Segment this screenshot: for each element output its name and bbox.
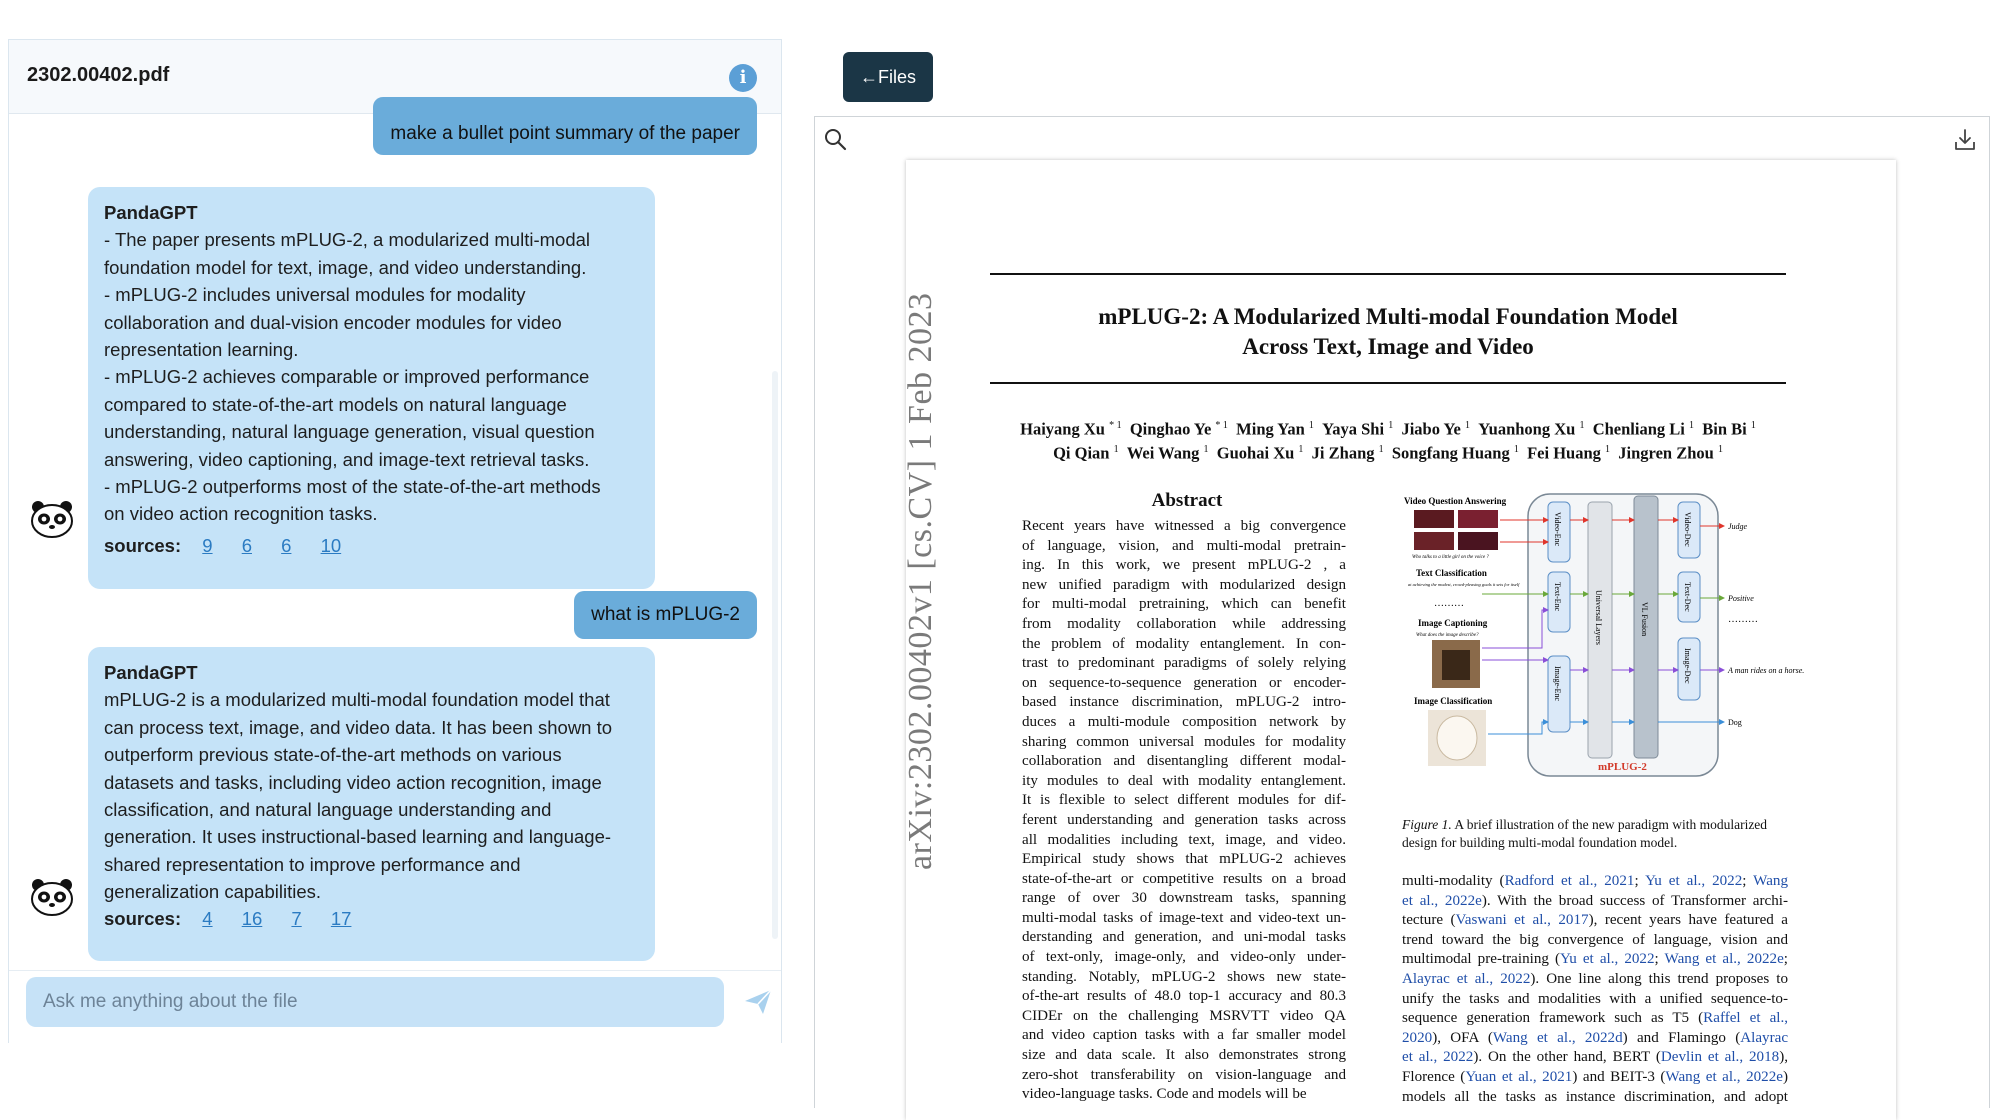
- bot-message-text: [104, 686, 639, 905]
- body-text-line: [1402, 892, 1788, 912]
- body-text-line: [1402, 990, 1788, 1010]
- body-text-segment: ) and BEIT-3 (: [1572, 1068, 1666, 1085]
- figure-ellipsis: ………: [1728, 614, 1758, 625]
- author-affiliation: 1: [1203, 443, 1209, 455]
- abstract-line: ferent understanding and generation tasks across: [1022, 811, 1346, 828]
- source-link[interactable]: 16: [241, 908, 263, 929]
- abstract-line: CIDEr on the challenging MSRVTT video QA: [1022, 1007, 1346, 1024]
- abstract-line: standing. Notably, mPLUG-2 shows new state-: [1022, 968, 1346, 985]
- abstract-line: the problem of modality entanglement. In con-: [1022, 635, 1346, 652]
- body-text-segment: ;: [1654, 951, 1665, 968]
- paper-title-line: mPLUG-2: A Modularized Multi-modal Foundation Model: [1098, 304, 1678, 329]
- figure-universal-label: Universal Layers: [1594, 590, 1603, 645]
- figure-video-frame: [1414, 510, 1454, 528]
- author-name: Chenliang Li: [1584, 419, 1689, 439]
- abstract-line: duces a multi-module composition network by: [1022, 713, 1346, 730]
- body-text-segment: ;: [1783, 951, 1788, 968]
- panda-avatar-icon: [29, 499, 75, 539]
- author-name: Jiabo Ye: [1393, 419, 1465, 439]
- files-back-button[interactable]: ←Files: [843, 52, 933, 102]
- figure-video-frame: [1458, 532, 1498, 550]
- abstract-line: Recent years have witnessed a big convergence: [1022, 518, 1346, 534]
- abstract-line: zero-shot transferability on vision-language and: [1022, 1066, 1346, 1083]
- citation-link[interactable]: Radford et al., 2021: [1504, 873, 1635, 889]
- abstract-line: state-of-the-art or competitive results on a broad: [1022, 870, 1346, 887]
- bot-message-line: answering, video captioning, and image-text retrieval tasks.: [104, 448, 590, 470]
- figure-caption-question: What does the image describe?: [1416, 633, 1479, 638]
- abstract-line: based instance discrimination, mPLUG-2 intro-: [1022, 694, 1346, 711]
- sources-label: sources:: [104, 908, 182, 929]
- body-text-segment: ), OFA (: [1432, 1029, 1493, 1046]
- source-link[interactable]: 9: [202, 535, 213, 556]
- search-icon[interactable]: [823, 127, 847, 151]
- abstract-line: multi-modal tasks of image-text and video-text un-: [1022, 909, 1346, 926]
- author-affiliation: 1: [1579, 420, 1585, 431]
- bot-message-line: generalization capabilities.: [104, 881, 321, 903]
- body-text-segment: ) and Flamingo (: [1622, 1029, 1741, 1046]
- body-text-segment: ). One line along this trend proposes to: [1530, 970, 1789, 987]
- message-list[interactable]: [9, 115, 781, 970]
- source-link[interactable]: 17: [330, 908, 352, 929]
- body-text-segment: models all the tasks as instance discrimination, and adopt: [1402, 1088, 1788, 1105]
- abstract-heading: Abstract: [1151, 490, 1223, 511]
- body-text-line: [1402, 970, 1788, 990]
- figure-task-label: Text Classification: [1416, 568, 1487, 578]
- figure-video-frame: [1458, 510, 1498, 528]
- source-link[interactable]: 4: [202, 908, 213, 929]
- body-text-segment: ;: [1742, 873, 1754, 889]
- figure-dog-image: [1437, 716, 1477, 760]
- abstract-line: of-the-art results of 48.0 top-1 accuracy and 80.3: [1022, 988, 1346, 1005]
- author-affiliation: 1: [1688, 420, 1694, 431]
- abstract-line: Empirical study shows that mPLUG-2 achieves: [1022, 851, 1346, 868]
- figure-task-label: Video Question Answering: [1404, 496, 1507, 506]
- author-name: Haiyang Xu: [1020, 419, 1110, 439]
- body-text-line: [1402, 1048, 1788, 1068]
- abstract-line: ity modules to deal with modality entanglement.: [1022, 772, 1346, 789]
- title-rule: [990, 273, 1786, 275]
- abstract-line: of language, vision, and multi-modal pretrain-: [1022, 537, 1346, 554]
- author-affiliation: 1: [1113, 443, 1119, 455]
- figure-video-frame: [1414, 532, 1454, 550]
- bot-message-line: outperform previous state-of-the-art methods on various: [104, 744, 562, 766]
- bot-message-line: representation learning.: [104, 339, 299, 361]
- author-affiliation: 1: [1308, 420, 1314, 431]
- abstract-line: collaboration and disentangling different modal-: [1022, 753, 1346, 770]
- bot-message: [88, 187, 655, 589]
- arxiv-stamp: arXiv:2302.00402v1 [cs.CV] 1 Feb 2023: [902, 292, 939, 870]
- abstract-line: for multi-modal pretraining, which can benefit: [1022, 596, 1346, 613]
- source-link[interactable]: 6: [281, 535, 292, 556]
- body-text-line: [1402, 1029, 1788, 1049]
- author-affiliation: 1: [1717, 443, 1723, 455]
- bot-name: PandaGPT: [104, 202, 198, 223]
- author-affiliation: 1: [1298, 443, 1304, 455]
- citation-link[interactable]: Wang et al., 2022d: [1492, 1029, 1623, 1046]
- body-text-segment: multimodal pre-training (: [1402, 951, 1561, 968]
- abstract-line: trast to predominant paradigms of solely relying: [1022, 655, 1346, 672]
- body-text-segment: tecture (: [1402, 912, 1456, 929]
- author-name: Songfang Huang: [1383, 443, 1514, 462]
- author-affiliation: 1: [1750, 420, 1756, 431]
- figure-text-example: at achieving the modest, crowd-pleasing goals it sets for itself: [1408, 582, 1520, 587]
- abstract-line: It is flexible to select different modules for dif-: [1022, 792, 1346, 809]
- info-icon[interactable]: i: [729, 64, 757, 92]
- title-rule: [990, 382, 1786, 384]
- body-text-segment: trend toward the big convergence of language, vision and: [1402, 931, 1788, 948]
- figure-task-label: Image Captioning: [1418, 618, 1488, 628]
- author-name: Wei Wang: [1118, 443, 1204, 462]
- citation-link[interactable]: et al., 2022e: [1402, 892, 1482, 909]
- figure-video-question: Who talks to a little girl on the voice ?: [1412, 555, 1489, 560]
- author-affiliation: * 1: [1215, 420, 1228, 431]
- body-text-line: [1402, 931, 1788, 951]
- authors-line: [990, 440, 1786, 464]
- abstract-text: [1022, 517, 1346, 1105]
- citation-link[interactable]: Yu et al., 2022: [1645, 873, 1743, 889]
- input-row: [9, 970, 781, 1044]
- abstract-line: ing. In this work, we present mPLUG-2 , a: [1022, 557, 1346, 574]
- body-text-segment: multi-modality (: [1402, 873, 1505, 889]
- file-name-title: 2302.00402.pdf: [27, 64, 170, 86]
- figure-caption-text: design for building multi-modal foundation model.: [1402, 835, 1678, 850]
- citation-link[interactable]: 2020: [1402, 1029, 1433, 1046]
- author-name: Qinghao Ye: [1121, 419, 1216, 439]
- bot-message-line: on video action recognition tasks.: [104, 503, 378, 525]
- author-affiliation: 1: [1388, 420, 1394, 431]
- abstract-line: of text-only, image-only, and video-only under-: [1022, 949, 1346, 966]
- figure-caption-label: Figure 1.: [1402, 817, 1452, 832]
- bot-message-line: mPLUG-2 is a modularized multi-modal foundation model that: [104, 689, 610, 711]
- figure-output-label: Dog: [1728, 718, 1742, 727]
- body-text-segment: ). On the other hand, BERT (: [1473, 1049, 1661, 1066]
- citation-link[interactable]: Yuan et al., 2021: [1465, 1068, 1573, 1085]
- figure-horse-image: [1442, 650, 1470, 680]
- bot-message-line: understanding, natural language generation, visual question: [104, 421, 595, 443]
- bot-message-line: - mPLUG-2 achieves comparable or improved performance: [104, 366, 590, 388]
- abstract-line: new unified paradigm with modularized design: [1022, 576, 1346, 593]
- paper-authors: [990, 416, 1786, 463]
- abstract-line: and video caption tasks with a far smaller model: [1022, 1027, 1346, 1044]
- citation-link[interactable]: Alayrac et al., 2022: [1402, 970, 1531, 987]
- citation-link[interactable]: Wang: [1753, 873, 1788, 889]
- figure-1-diagram: [1402, 490, 1842, 780]
- bot-message-line: classification, and natural language understanding and: [104, 799, 552, 821]
- figure-output-label: A man rides on a horse.: [1728, 666, 1805, 675]
- bot-message-line: generation. It uses instructional-based learning and language-: [104, 826, 612, 848]
- figure-encoder-label: Video-Enc: [1553, 512, 1562, 547]
- author-name: Yuanhong Xu: [1470, 419, 1580, 439]
- bot-message-line: - mPLUG-2 includes universal modules for modality: [104, 284, 526, 306]
- author-name: Ming Yan: [1227, 419, 1309, 439]
- send-icon[interactable]: [743, 987, 773, 1017]
- figure-output-label: Judge: [1728, 522, 1748, 531]
- body-text-segment: Florence (: [1402, 1068, 1466, 1085]
- author-name: Yaya Shi: [1313, 419, 1389, 439]
- body-text-segment: ): [1782, 1068, 1788, 1085]
- figure-task-label: Image Classification: [1414, 696, 1493, 706]
- figure-encoder-label: Text-Enc: [1553, 582, 1562, 612]
- body-text-segment: ), recent years have featured a: [1588, 912, 1788, 929]
- figure-ellipsis: ………: [1434, 598, 1464, 609]
- source-link[interactable]: 7: [291, 908, 302, 929]
- sources-row: [104, 905, 351, 932]
- abstract-line: size and data scale. It also demonstrates strong: [1022, 1047, 1346, 1064]
- author-name: Jingren Zhou: [1610, 443, 1718, 462]
- bot-message-line: datasets and tasks, including video action recognition, image: [104, 771, 602, 793]
- author-name: Bin Bi: [1693, 419, 1751, 439]
- citation-link[interactable]: Alayrac: [1740, 1029, 1789, 1046]
- author-affiliation: * 1: [1109, 420, 1122, 431]
- user-message: what is mPLUG-2: [574, 591, 757, 639]
- abstract-line: derstanding and generation, and uni-modal tasks: [1022, 929, 1346, 946]
- body-text-segment: ;: [1634, 873, 1646, 889]
- bot-message-line: - mPLUG-2 outperforms most of the state-of-the-art methods: [104, 476, 601, 498]
- citation-link[interactable]: Wang et al., 2022e: [1664, 951, 1784, 968]
- citation-link[interactable]: Vaswani et al., 2017: [1455, 912, 1589, 929]
- body-text-segment: ),: [1779, 1049, 1788, 1066]
- chat-panel: [8, 39, 782, 1043]
- source-link[interactable]: 6: [241, 535, 252, 556]
- authors-line: [990, 416, 1786, 440]
- body-text-right-column: [1402, 872, 1788, 1107]
- sources-row: [104, 532, 341, 559]
- abstract-line: on sequence-to-sequence generation or encoder-: [1022, 674, 1346, 691]
- bot-message-text: [104, 226, 639, 527]
- figure-decoder-label: Text-Dec: [1683, 582, 1692, 612]
- bot-message-line: collaboration and dual-vision encoder modules for video: [104, 311, 562, 333]
- figure-model-label: mPLUG-2: [1598, 761, 1647, 773]
- chat-input[interactable]: [26, 977, 724, 1027]
- body-text-line: [1402, 1068, 1788, 1088]
- body-text-line: [1402, 872, 1788, 892]
- bot-message-line: foundation model for text, image, and video understanding.: [104, 256, 587, 278]
- scrollbar-thumb[interactable]: [772, 371, 778, 939]
- bot-message-line: compared to state-of-the-art models on natural language: [104, 393, 567, 415]
- author-affiliation: 1: [1513, 443, 1519, 455]
- figure-caption-text: A brief illustration of the new paradigm with modularized: [1451, 817, 1768, 832]
- sources-label: sources:: [104, 535, 182, 556]
- abstract-line: from modality collaboration while addressing: [1022, 615, 1346, 632]
- figure-caption: [1402, 816, 1812, 852]
- citation-link[interactable]: Wang et al., 2022e: [1665, 1068, 1783, 1085]
- panda-avatar-icon: [29, 877, 75, 917]
- citation-link[interactable]: Devlin et al., 2018: [1660, 1049, 1780, 1066]
- body-text-line: [1402, 1009, 1788, 1029]
- citation-link[interactable]: Raffel et al.,: [1703, 1010, 1789, 1027]
- abstract-line: sharing common universal modules for modality: [1022, 733, 1346, 750]
- bot-message-line: can process text, image, and video data. It has been shown to: [104, 716, 613, 738]
- body-text-line: [1402, 911, 1788, 931]
- paper-title-line: Across Text, Image and Video: [1242, 334, 1534, 359]
- abstract-line: all modalities including text, image, and video.: [1022, 831, 1346, 848]
- figure-fusion-label: VL Fusion: [1640, 602, 1649, 637]
- paper-title: [990, 302, 1786, 362]
- author-affiliation: 1: [1605, 443, 1611, 455]
- body-text-line: [1402, 950, 1788, 970]
- bot-message: [88, 647, 655, 961]
- author-affiliation: 1: [1378, 443, 1384, 455]
- body-text-segment: ). With the broad success of Transformer archi-: [1481, 892, 1788, 909]
- bot-message-line: - The paper presents mPLUG-2, a modularized multi-modal: [104, 229, 591, 251]
- citation-link[interactable]: et al., 2022: [1402, 1049, 1474, 1066]
- user-message: make a bullet point summary of the paper: [373, 97, 757, 155]
- author-affiliation: 1: [1465, 420, 1470, 431]
- source-link[interactable]: 10: [320, 535, 342, 556]
- figure-encoder-label: Image-Enc: [1553, 666, 1562, 702]
- pdf-page[interactable]: [902, 160, 1896, 1120]
- author-name: Qi Qian: [1053, 443, 1114, 462]
- citation-link[interactable]: Yu et al., 2022: [1560, 951, 1655, 968]
- download-icon[interactable]: [1953, 127, 1977, 153]
- body-text-line: [1402, 1088, 1788, 1108]
- figure-output-label: Positive: [1728, 594, 1754, 603]
- bot-name: PandaGPT: [104, 662, 198, 683]
- figure-decoder-label: Image-Dec: [1683, 648, 1692, 684]
- abstract-line: range of over 30 downstream tasks, spanning: [1022, 890, 1346, 907]
- author-name: Fei Huang: [1518, 443, 1606, 462]
- abstract-line: video-language tasks. Code and models will be: [1022, 1086, 1307, 1103]
- author-name: Ji Zhang: [1303, 443, 1379, 462]
- body-text-segment: sequence generation framework such as T5 (: [1402, 1010, 1704, 1027]
- figure-decoder-label: Video-Dec: [1683, 512, 1692, 547]
- author-name: Guohai Xu: [1208, 443, 1299, 462]
- bot-message-line: shared representation to improve performance and: [104, 853, 521, 875]
- body-text-segment: unify the tasks and modalities with a unified sequence-to-: [1402, 990, 1788, 1007]
